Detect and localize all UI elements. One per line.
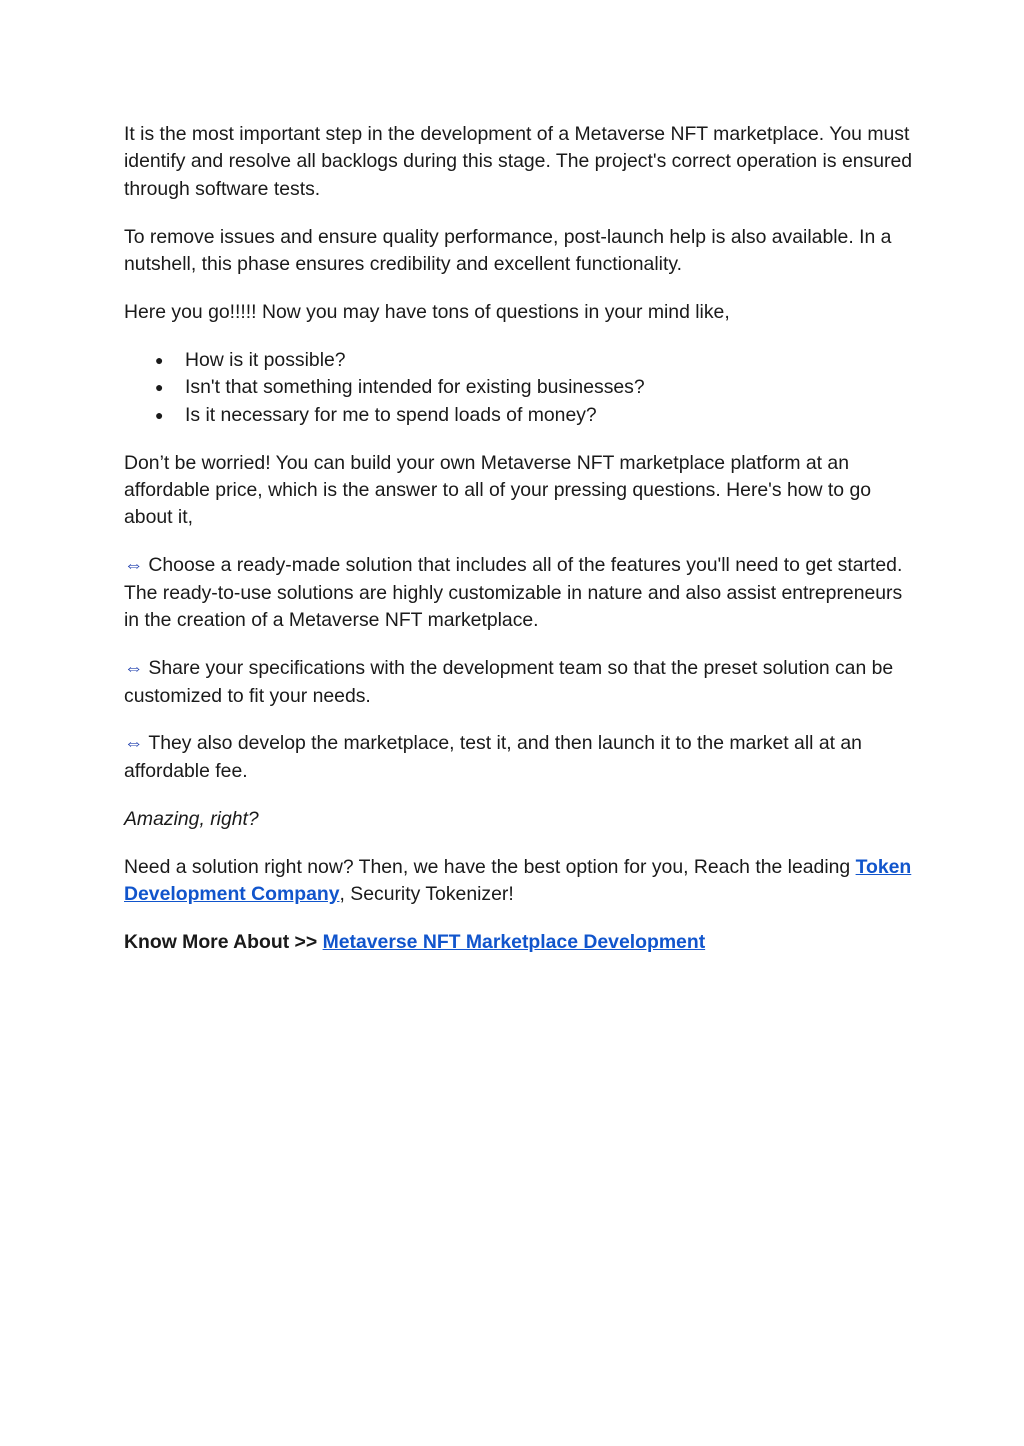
list-item (124, 402, 914, 429)
paragraph-questions-intro: Here you go!!!!! Now you may have tons of questions in your mind like, (124, 301, 730, 324)
questions-list (124, 347, 914, 429)
cta-tail-text: , Security Tokenizer! (339, 883, 514, 906)
arrow-item-ready-made (124, 552, 914, 634)
list-item (124, 347, 914, 374)
list-item-text: How is it possible? (185, 348, 346, 371)
bullet-icon: ● (155, 379, 164, 396)
cta-lead-text: Need a solution right now? Then, we have the best option for you, Reach the leading (124, 855, 856, 878)
arrow-item-specifications (124, 655, 914, 710)
bullet-icon: ● (155, 351, 164, 368)
bullet-icon: ● (155, 406, 164, 423)
cta-paragraph (124, 854, 914, 909)
know-more-line (124, 929, 914, 956)
paragraph-testing-step: It is the most important step in the development of a Metaverse NFT marketplace. You must identify and resolve all backlogs during this stage. The project's correct operation is ensured through software tests. (124, 123, 913, 200)
double-arrow-icon: ⇔ (124, 554, 144, 577)
arrow-item-text: They also develop the marketplace, test it, and then launch it to the market all at an affordable fee. (124, 732, 862, 782)
token-development-company-link[interactable]: Token Development Company (124, 855, 912, 906)
arrow-item-text: Choose a ready-made solution that includes all of the features you'll need to get started. The ready-to-use solutions are highly customizable in nature and also assist entrepreneurs in the creation of a Metaverse NFT marketplace. (124, 554, 903, 632)
list-item-text: Isn't that something intended for existing businesses? (185, 376, 645, 399)
metaverse-nft-marketplace-link[interactable]: Metaverse NFT Marketplace Development (322, 930, 706, 953)
list-item (124, 374, 914, 401)
amazing-line: Amazing, right? (124, 807, 259, 830)
arrow-item-launch (124, 730, 914, 785)
paragraph-post-launch: To remove issues and ensure quality performance, post-launch help is also available. In a nutshell, this phase ensures credibility and excellent functionality. (124, 225, 892, 276)
paragraph-dont-worry: Don’t be worried! You can build your own Metaverse NFT marketplace platform at an affordable price, which is the answer to all of your pressing questions. Here's how to go about it, (124, 451, 872, 529)
double-arrow-icon: ⇔ (124, 732, 144, 755)
know-more-label: Know More About >> (124, 930, 323, 953)
document-page (124, 121, 914, 977)
double-arrow-icon: ⇔ (124, 657, 144, 680)
arrow-item-text: Share your specifications with the development team so that the preset solution can be customized to fit your needs. (124, 657, 894, 707)
list-item-text: Is it necessary for me to spend loads of money? (185, 403, 597, 426)
